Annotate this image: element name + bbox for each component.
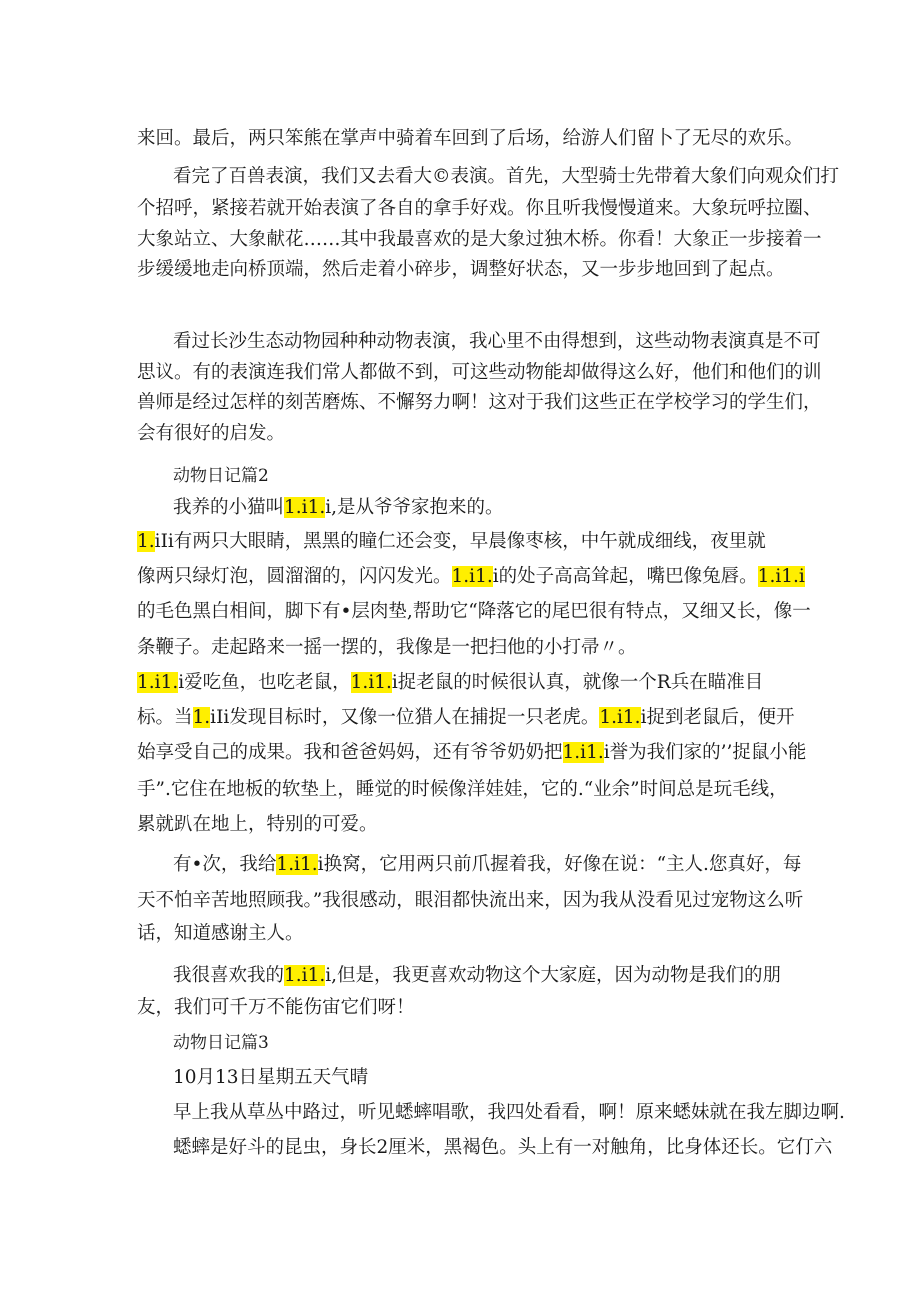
highlighted-text: 1. bbox=[757, 566, 776, 587]
paragraph-line bbox=[137, 391, 822, 415]
highlighted-text: i bbox=[469, 566, 476, 587]
line-text: i的处子高高耸起，嘴巴像兔唇。 bbox=[492, 566, 758, 587]
paragraph-line bbox=[137, 197, 822, 221]
paragraph-line bbox=[137, 127, 803, 151]
line-text: 会有很好的启发。 bbox=[137, 423, 286, 444]
highlighted-text: i bbox=[294, 854, 300, 875]
line-text: i誉为我们家的’’捉鼠小能 bbox=[603, 742, 807, 763]
line-text: 像两只绿灯泡，圆溜溜的，闪闪发光。 bbox=[137, 566, 452, 587]
line-text: 条鞭子。走起路来一摇一摆的，我像是一把扫他的小打帚〃。 bbox=[137, 637, 637, 658]
highlighted-text: 1. bbox=[374, 672, 392, 693]
line-text: 手”.它住在地板的软垫上，睡觉的时候像洋娃娃，它的.“业余”时间总是玩毛线， bbox=[137, 779, 788, 800]
paragraph-line bbox=[137, 600, 811, 624]
line-text: 早上我从草丛中路过，听见蟋蟀唱歌，我四处看看，啊！原来蟋妹就在我左脚边啊. bbox=[173, 1102, 845, 1123]
highlighted-text: 1. bbox=[137, 672, 155, 693]
highlighted-text: i bbox=[798, 566, 805, 587]
paragraph-line bbox=[137, 813, 378, 837]
line-text: i,但是，我更喜欢动物这个大家庭，因为动物是我们的朋 bbox=[325, 965, 782, 986]
highlighted-text: 1. bbox=[284, 497, 302, 518]
highlighted-text: 1. bbox=[284, 965, 302, 986]
line-text: i捉老鼠的时候很认真，就像一个R兵在瞄准目 bbox=[391, 672, 764, 693]
line-text: i,是从爷爷家抱来的。 bbox=[325, 497, 504, 518]
section-heading bbox=[173, 1031, 269, 1055]
highlighted-text: 1. bbox=[276, 854, 295, 875]
line-text: 始享受自己的成果。我和爸爸妈妈，还有爷爷奶奶把 bbox=[137, 742, 563, 763]
highlighted-text: 1. bbox=[622, 707, 641, 728]
paragraph-line bbox=[137, 671, 763, 695]
highlighted-text: 1. bbox=[451, 566, 470, 587]
line-text: 动物日记篇2 bbox=[173, 466, 269, 486]
line-text: 看过长沙生态动物园种种动物表演，我心里不由得想到，这些动物表演真是不可 bbox=[173, 331, 821, 352]
line-text: iIi发现目标时，又像一位猎人在捕捉一只老虎。 bbox=[210, 707, 600, 728]
paragraph-line bbox=[137, 422, 285, 446]
paragraph-line bbox=[137, 778, 788, 802]
paragraph-line bbox=[137, 996, 415, 1020]
line-text: 标。当 bbox=[137, 707, 193, 728]
paragraph-line bbox=[173, 1066, 368, 1090]
highlighted-text: i bbox=[368, 672, 375, 693]
highlighted-text: 1. bbox=[300, 854, 318, 875]
paragraph-line bbox=[173, 165, 839, 189]
line-text: 看完了百兽表演，我们又去看大©表演。首先，大型骑士先带着大象们向观众们打 bbox=[173, 166, 840, 187]
line-text: 步缓缓地走向桥顶端，然后走着小碎步，调整好状态，又一步步地回到了起点。 bbox=[137, 259, 785, 280]
highlighted-text: i bbox=[301, 965, 308, 986]
line-text: i捉到老鼠后，便开 bbox=[640, 707, 795, 728]
highlighted-text: i bbox=[616, 707, 623, 728]
paragraph-line bbox=[173, 330, 821, 354]
paragraph-line bbox=[137, 706, 794, 730]
line-text: 我养的小猫叫 bbox=[173, 497, 285, 518]
paragraph-line bbox=[137, 741, 806, 765]
paragraph-line bbox=[173, 1136, 832, 1160]
highlighted-text: 1. bbox=[562, 742, 581, 763]
line-text: 来回。最后，两只笨熊在掌声中骑着车回到了后场，给游人们留卜了无尽的欢乐。 bbox=[137, 128, 804, 149]
paragraph-line bbox=[173, 853, 801, 877]
highlighted-text: 1. bbox=[137, 531, 155, 552]
paragraph-line bbox=[137, 228, 822, 252]
line-text: 思议。有的表演连我们常人都做不到，可这些动物能却做得这么好，他们和他们的训 bbox=[137, 362, 822, 383]
paragraph-line bbox=[137, 889, 803, 913]
highlighted-text: i bbox=[154, 672, 161, 693]
line-text: iIi有两只大眼睛，黑黑的瞳仁还会变，早晨像枣核，中午就成细线，夜里就 bbox=[154, 531, 766, 552]
highlighted-text: 1. bbox=[160, 672, 179, 693]
highlighted-text: 1. bbox=[307, 965, 326, 986]
highlighted-text: 1. bbox=[475, 566, 493, 587]
paragraph-line bbox=[137, 922, 304, 946]
line-text: 动物日记篇3 bbox=[173, 1033, 269, 1053]
line-text: 10月13日星期五天气晴 bbox=[173, 1067, 369, 1088]
highlighted-text: 1. bbox=[192, 707, 211, 728]
paragraph-line bbox=[173, 1101, 845, 1125]
highlighted-text: i bbox=[775, 566, 782, 587]
line-text: 我很喜欢我的 bbox=[173, 965, 285, 986]
highlighted-text: 1. bbox=[599, 707, 617, 728]
line-text: 天不怕辛苦地照顾我。”我很感动，眼泪都快流出来，因为我从没看见过宠物这么听 bbox=[137, 890, 804, 911]
paragraph-line bbox=[137, 636, 637, 660]
section-heading bbox=[173, 464, 269, 488]
highlighted-text: 1. bbox=[781, 566, 799, 587]
paragraph-line bbox=[137, 530, 766, 554]
paragraph-line bbox=[173, 964, 781, 988]
line-text: 蟋蟀是好斗的昆虫，身长2厘米，黑褐色。头上有一对触角，比身体还长。它仃六 bbox=[173, 1137, 833, 1158]
highlighted-text: i bbox=[580, 742, 587, 763]
line-text: 的毛色黑白相间，脚下有•层肉垫,帮助它“降落它的尾巴很有特点，又细又长，像一 bbox=[137, 601, 811, 622]
highlighted-text: 1. bbox=[307, 497, 326, 518]
paragraph-line bbox=[137, 565, 805, 589]
paragraph-line bbox=[173, 496, 504, 520]
line-text: 兽师是经过怎样的刻苦磨炼、不懈努力啊！这对于我们这些正在学校学习的学生们， bbox=[137, 392, 822, 413]
line-text: i换窝，它用两只前爪握着我，好像在说：“主人.您真好，每 bbox=[317, 854, 802, 875]
line-text: 话，知道感谢主人。 bbox=[137, 923, 304, 944]
paragraph-line bbox=[137, 361, 822, 385]
line-text: i爱吃鱼，也吃老鼠， bbox=[178, 672, 351, 693]
line-text: 友，我们可千万不能伤宙它们呀！ bbox=[137, 997, 415, 1018]
paragraph-line bbox=[137, 258, 785, 282]
highlighted-text: 1. bbox=[586, 742, 604, 763]
highlighted-text: 1. bbox=[350, 672, 369, 693]
line-text: 累就趴在地上，特别的可爱。 bbox=[137, 814, 378, 835]
line-text: 有•次，我给 bbox=[173, 854, 277, 875]
line-text: 个招呼，紧接若就开始表演了各自的拿手好戏。你且听我慢慢道来。大象玩呼拉圈、 bbox=[137, 198, 822, 219]
line-text: 大象站立、大象献花……其中我最喜欢的是大象过独木桥。你看！大象正一步接着一 bbox=[137, 229, 822, 250]
highlighted-text: i bbox=[301, 497, 308, 518]
